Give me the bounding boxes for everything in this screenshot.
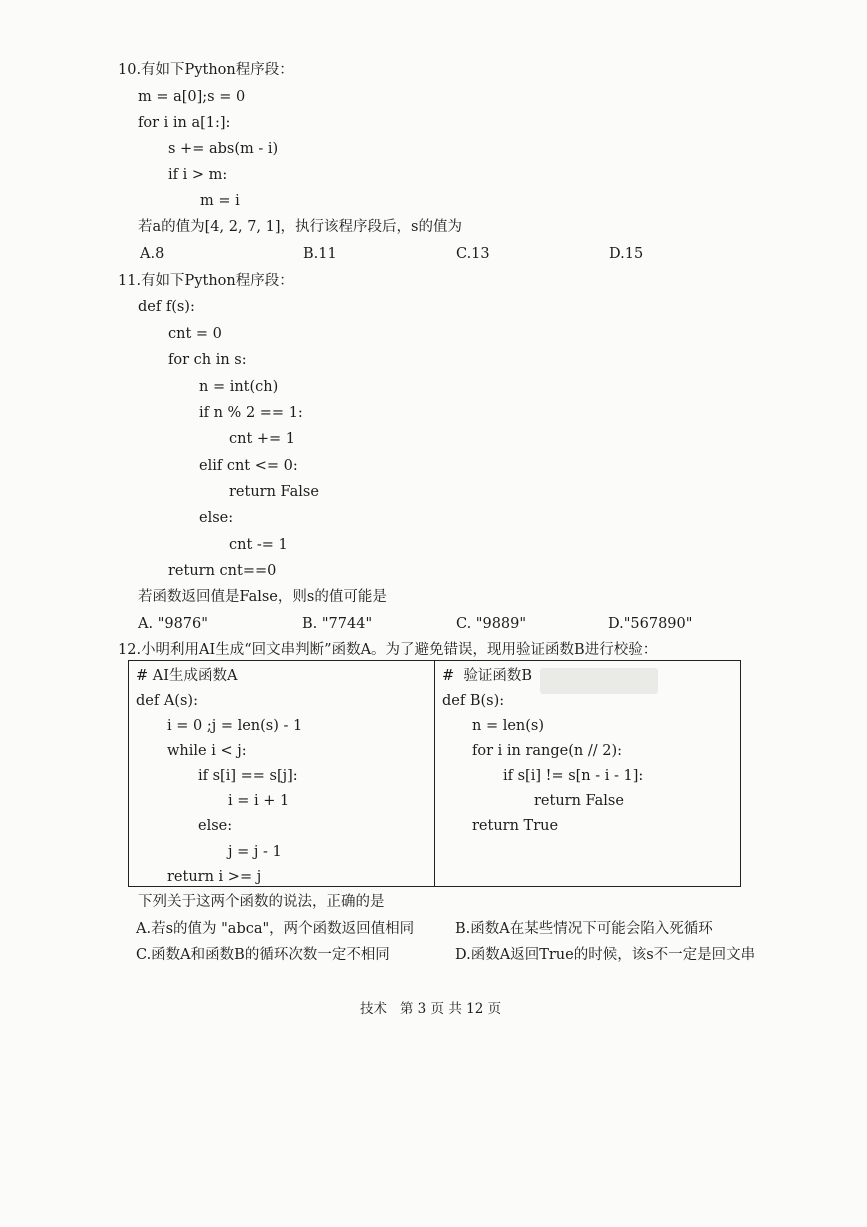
- q11-code-line: if n % 2 == 1:: [199, 405, 303, 421]
- q12-code-b-line: return False: [534, 793, 624, 809]
- q11-option-d: D."567890": [608, 616, 693, 632]
- q11-stem: 11.有如下Python程序段：: [118, 273, 294, 289]
- q11-option-c: C. "9889": [456, 616, 527, 632]
- q10-code-line: m = i: [200, 193, 240, 209]
- q12-code-a-line: # AI生成函数A: [136, 668, 238, 684]
- q12-question: 下列关于这两个函数的说法，正确的是: [138, 894, 385, 910]
- q12-code-b-line: if s[i] != s[n - i - 1]:: [503, 768, 644, 784]
- q10-option-d: D.15: [609, 246, 644, 262]
- q12-table-divider: [434, 661, 435, 886]
- q11-code-line: n = int(ch): [199, 379, 279, 395]
- q11-option-b: B. "7744": [302, 616, 373, 632]
- q10-stem: 10.有如下Python程序段：: [118, 62, 294, 78]
- scan-smudge: [540, 668, 658, 694]
- q12-code-b-line: for i in range(n // 2):: [472, 743, 622, 759]
- q11-question: 若函数返回值是False，则s的值可能是: [138, 589, 387, 605]
- q11-code-line: else:: [199, 510, 234, 526]
- q12-code-a-line: def A(s):: [136, 693, 198, 709]
- q12-code-a-line: i = i + 1: [228, 793, 290, 809]
- q10-code-line: if i > m:: [168, 167, 228, 183]
- q12-code-b-line: return True: [472, 818, 559, 834]
- q12-code-a-line: i = 0 ;j = len(s) - 1: [167, 718, 303, 734]
- q11-code-line: return cnt==0: [168, 563, 277, 579]
- q12-code-b-line: # 验证函数B: [442, 668, 533, 684]
- q10-option-b: B.11: [303, 246, 337, 262]
- q12-code-a-line: else:: [198, 818, 233, 834]
- q10-code-line: s += abs(m - i): [168, 141, 279, 157]
- q12-code-b-line: def B(s):: [442, 693, 505, 709]
- q12-option-d: D.函数A返回True的时候，该s不一定是回文串: [455, 947, 756, 963]
- q11-code-line: cnt = 0: [168, 326, 222, 342]
- q11-code-line: cnt += 1: [229, 431, 296, 447]
- q10-option-a: A.8: [140, 246, 165, 262]
- q12-code-a-line: if s[i] == s[j]:: [198, 768, 298, 784]
- q12-stem: 12.小明利用AI生成“回文串判断”函数A。为了避免错误，现用验证函数B进行校验：: [118, 642, 658, 658]
- q11-code-line: cnt -= 1: [229, 537, 288, 553]
- q11-code-line: return False: [229, 484, 319, 500]
- q12-code-a-line: while i < j:: [167, 743, 247, 759]
- q11-code-line: def f(s):: [138, 299, 195, 315]
- page-footer: 技术 第 3 页 共 12 页: [360, 1001, 502, 1017]
- q10-question: 若a的值为[4, 2, 7, 1]，执行该程序段后，s的值为: [138, 219, 462, 235]
- q11-option-a: A. "9876": [138, 616, 208, 632]
- q12-code-b-line: n = len(s): [472, 718, 545, 734]
- q12-code-a-line: j = j - 1: [228, 844, 282, 860]
- q10-code-line: for i in a[1:]:: [138, 115, 231, 131]
- q12-option-b: B.函数A在某些情况下可能会陷入死循环: [455, 921, 713, 937]
- q12-option-c: C.函数A和函数B的循环次数一定不相同: [136, 947, 390, 963]
- q10-option-c: C.13: [456, 246, 490, 262]
- q12-option-a: A.若s的值为 "abca"，两个函数返回值相同: [136, 921, 415, 937]
- q12-code-a-line: return i >= j: [167, 869, 262, 885]
- q10-code-line: m = a[0];s = 0: [138, 89, 246, 105]
- q11-code-line: elif cnt <= 0:: [199, 458, 298, 474]
- q11-code-line: for ch in s:: [168, 352, 247, 368]
